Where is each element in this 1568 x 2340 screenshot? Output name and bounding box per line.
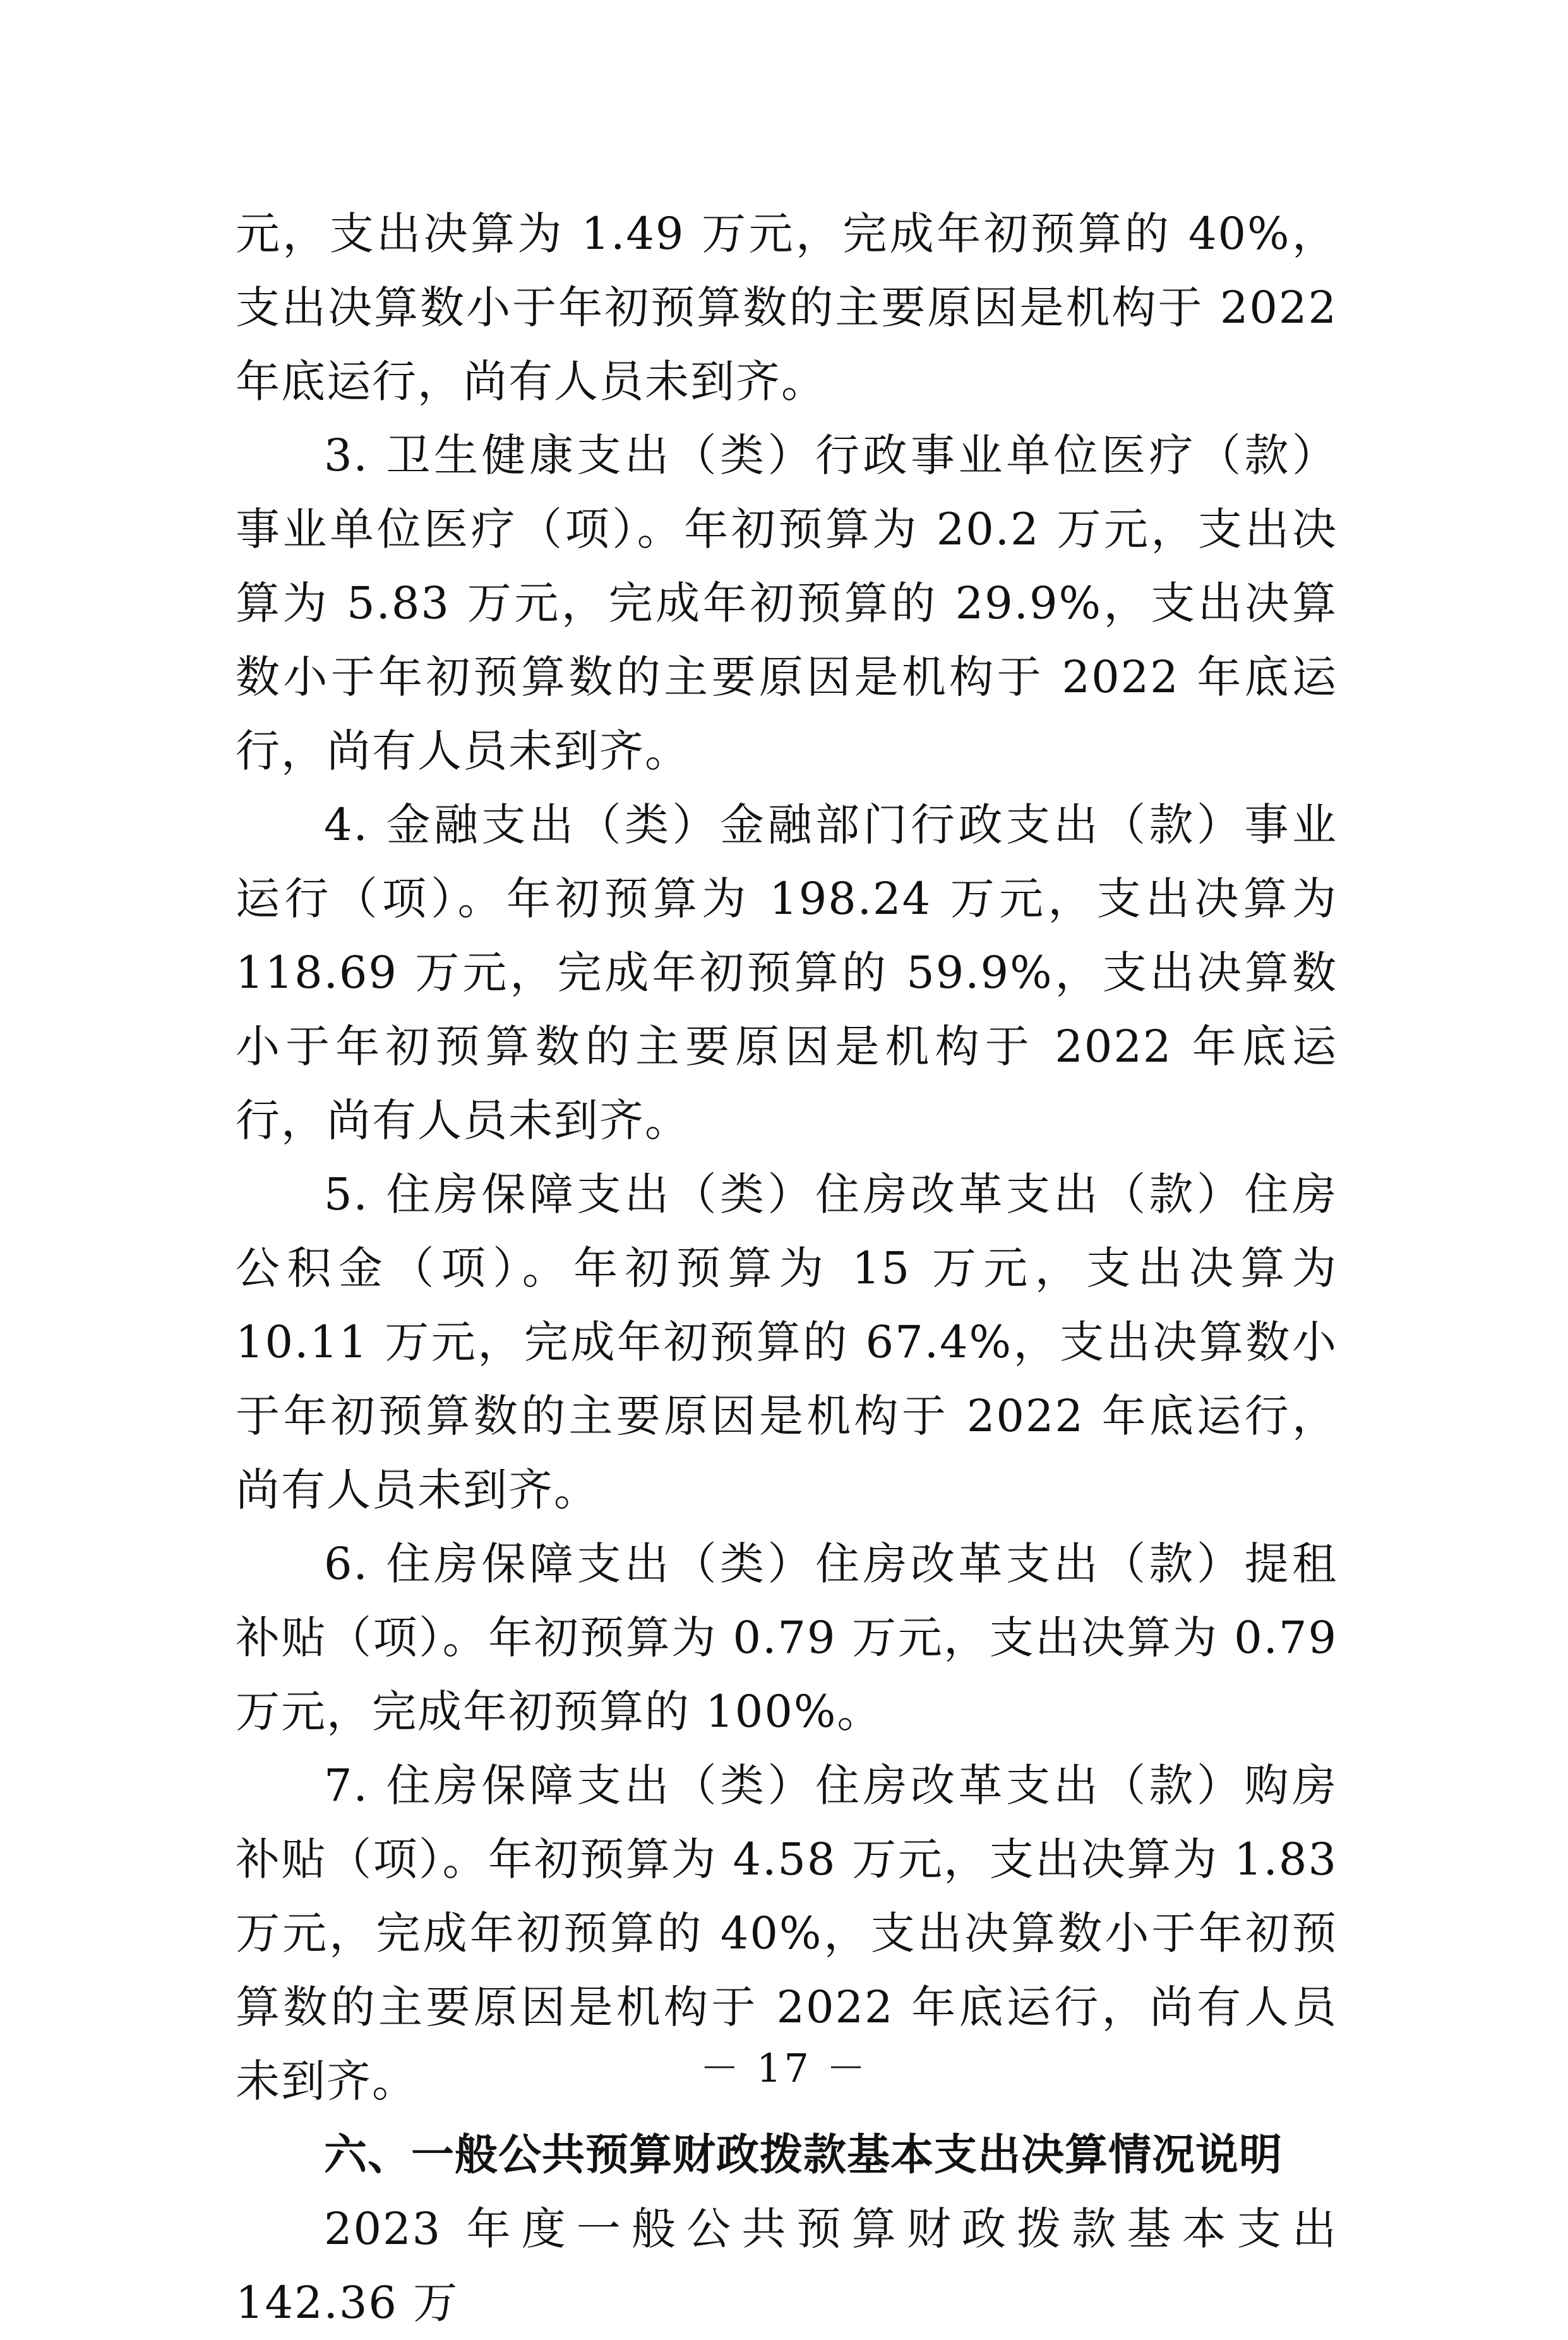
paragraph-item-4-finance: 4. 金融支出（类）金融部门行政支出（款）事业运行（项）。年初预算为 198.24 万元，支出决算为 118.69 万元，完成年初预算的 59.9%，支出决算数小于年初预算数的主要原因是机构于 2022 年底运行，尚有人员未到齐。 — [236, 799, 1338, 1146]
paragraph-item-6-rent-subsidy: 6. 住房保障支出（类）住房改革支出（款）提租补贴（项）。年初预算为 0.79 万元，支出决算为 0.79 万元，完成年初预算的 100%。 — [236, 1538, 1338, 1737]
page-number: － 17 － — [700, 2045, 868, 2091]
section-heading: 六、一般公共预算财政拨款基本支出决算情况说明 — [324, 2130, 1283, 2180]
paragraph-item-7-housing-subsidy: 7. 住房保障支出（类）住房改革支出（款）购房补贴（项）。年初预算为 4.58 万元，支出决算为 1.83 万元，完成年初预算的 40%，支出决算数小于年初预算数的主要原因是机构于 2022 年底运行，尚有人员未到齐。 — [236, 1760, 1338, 2107]
document-body — [236, 197, 1338, 2340]
paragraph-basic-expenditure: 2023 年度一般公共预算财政拨款基本支出 142.36 万 — [236, 2203, 1338, 2329]
paragraph-continuation: 元，支出决算为 1.49 万元，完成年初预算的 40%，支出决算数小于年初预算数的主要原因是机构于 2022 年底运行，尚有人员未到齐。 — [236, 208, 1338, 407]
paragraph-item-5-housing-fund: 5. 住房保障支出（类）住房改革支出（款）住房公积金（项）。年初预算为 15 万元，支出决算为 10.11 万元，完成年初预算的 67.4%，支出决算数小于年初预算数的主要原因是机构于 2022 年底运行，尚有人员未到齐。 — [236, 1168, 1338, 1516]
paragraph-item-3-health: 3. 卫生健康支出（类）行政事业单位医疗（款）事业单位医疗（项）。年初预算为 20.2 万元，支出决算为 5.83 万元，完成年初预算的 29.9%，支出决算数小于年初预算数的主要原因是机构于 2022 年底运行，尚有人员未到齐。 — [236, 429, 1338, 777]
